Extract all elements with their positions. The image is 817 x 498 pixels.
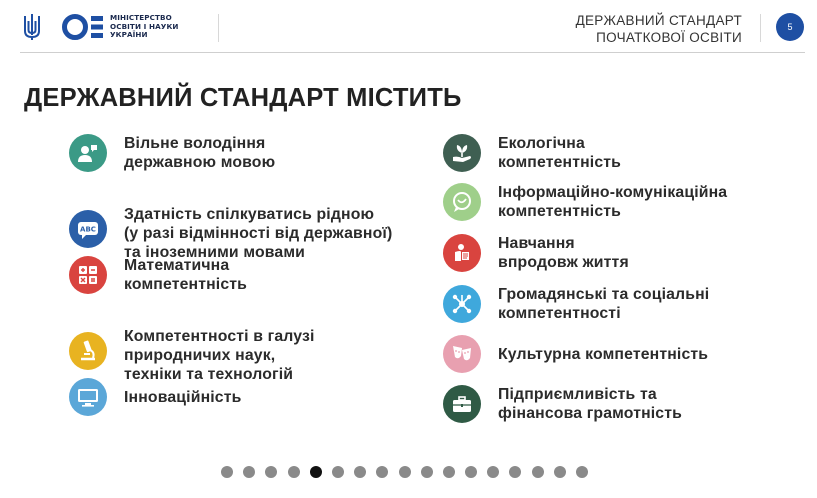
- ministry-line: ОСВІТИ І НАУКИ: [110, 21, 179, 31]
- monitor-icon: [69, 378, 107, 416]
- item-label: Навчання впродовж життя: [498, 235, 629, 271]
- reading-person-icon: [443, 234, 481, 272]
- item-label: Екологічна компетентність: [498, 135, 622, 171]
- pagination-dot[interactable]: [443, 466, 455, 478]
- pagination-dot[interactable]: [221, 466, 233, 478]
- page-title: ДЕРЖАВНИЙ СТАНДАРТ МІСТИТЬ: [24, 84, 462, 112]
- list-item: [69, 195, 392, 262]
- item-label: Культурна компетентність: [498, 345, 709, 363]
- pagination-dot[interactable]: [243, 466, 255, 478]
- microscope-icon: [69, 332, 107, 370]
- item-label: Математична компетентність: [124, 257, 248, 293]
- pagination-dot[interactable]: [421, 466, 433, 478]
- pagination-dot[interactable]: [399, 466, 411, 478]
- pagination-dot[interactable]: [465, 466, 477, 478]
- list-item: [443, 234, 629, 272]
- abc-speech-bubble-icon: [69, 210, 107, 248]
- calculator-icon: [69, 256, 107, 294]
- list-item: [443, 335, 708, 373]
- header-divider: [218, 14, 219, 42]
- list-item: [443, 183, 727, 221]
- pagination-dot[interactable]: [532, 466, 544, 478]
- trident-emblem-icon: [22, 13, 42, 41]
- briefcase-icon: [443, 385, 481, 423]
- network-icon: [443, 285, 481, 323]
- ministry-line: УКРАЇНИ: [110, 30, 148, 40]
- list-item: [443, 385, 682, 423]
- item-label: Компетентності в галузі природничих наук, техніки та технологій: [124, 328, 315, 383]
- list-item: [443, 134, 621, 172]
- carousel-pagination: [221, 466, 588, 478]
- page-number-badge: 5: [776, 13, 804, 41]
- item-label: Інноваційність: [124, 388, 242, 406]
- header-rule: [20, 52, 805, 53]
- list-item: [69, 378, 241, 416]
- pagination-dot[interactable]: [332, 466, 344, 478]
- theater-masks-icon: [443, 335, 481, 373]
- pagination-dot[interactable]: [310, 466, 322, 478]
- item-label: Громадянські та соціальні компетентності: [498, 286, 710, 322]
- pagination-dot[interactable]: [509, 466, 521, 478]
- pagination-dot[interactable]: [265, 466, 277, 478]
- pagination-dot[interactable]: [487, 466, 499, 478]
- ministry-line: МІНІСТЕРСТВО: [110, 13, 172, 22]
- list-item: [443, 285, 709, 323]
- pagination-dot[interactable]: [376, 466, 388, 478]
- ministry-logo-icon: [62, 12, 104, 42]
- standard-title-line: ПОЧАТКОВОЇ ОСВІТИ: [596, 30, 742, 45]
- list-item: [69, 256, 247, 294]
- list-item: [69, 317, 315, 384]
- header-divider: [760, 14, 761, 42]
- pagination-dot[interactable]: [354, 466, 366, 478]
- chat-bubble-icon: [443, 183, 481, 221]
- item-label: Здатність спілкуватись рідною (у разі відмінності від державної) та іноземними мовами: [124, 206, 393, 261]
- item-label: Вільне володіння державною мовою: [124, 135, 276, 171]
- pagination-dot[interactable]: [554, 466, 566, 478]
- pagination-dot[interactable]: [576, 466, 588, 478]
- standard-title: [576, 12, 742, 46]
- abc-text: ABC: [80, 225, 96, 233]
- item-label: Інформаційно-комунікаційна компетентність: [498, 184, 728, 220]
- pagination-dot[interactable]: [288, 466, 300, 478]
- item-label: Підприємливість та фінансова грамотність: [498, 386, 682, 422]
- plant-in-hand-icon: [443, 134, 481, 172]
- list-item: [69, 134, 275, 172]
- standard-title-line: ДЕРЖАВНИЙ СТАНДАРТ: [575, 13, 742, 28]
- speaking-person-icon: [69, 134, 107, 172]
- ministry-name: [110, 14, 179, 40]
